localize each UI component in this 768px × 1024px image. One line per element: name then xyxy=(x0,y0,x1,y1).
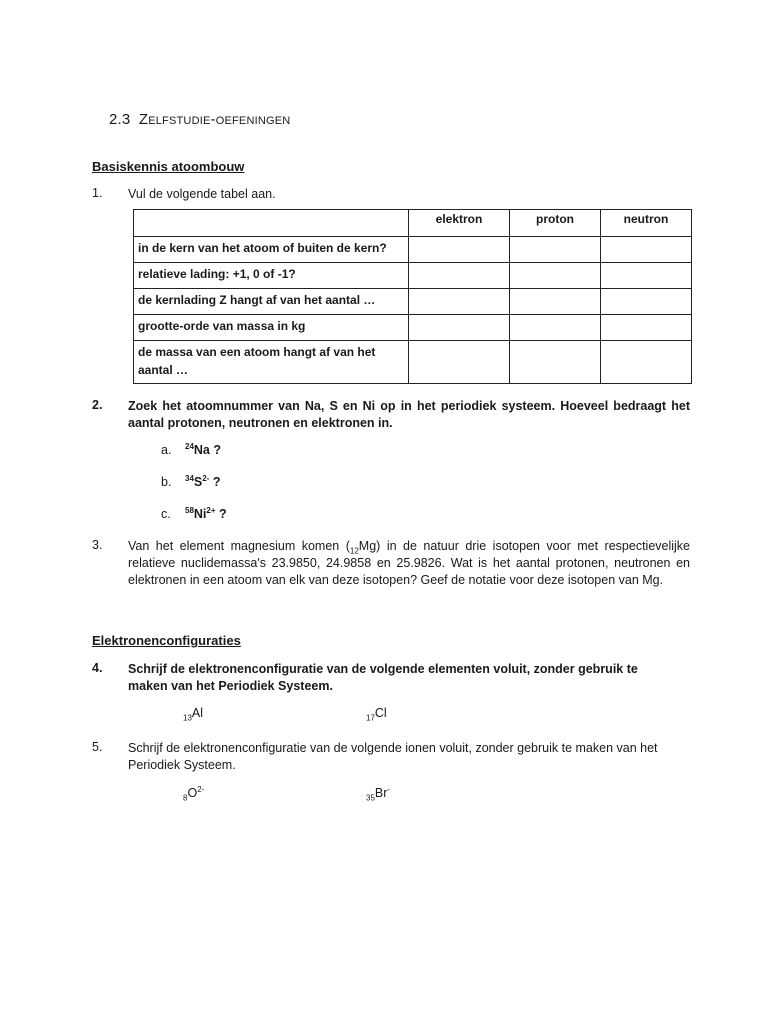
section-title: Zelfstudie-oefeningen xyxy=(138,111,291,128)
q4-number: 4. xyxy=(92,661,103,675)
mass-number: 24 xyxy=(185,441,194,451)
q5-text: Schrijf de elektronenconfiguratie van de volgende ionen voluit, zonder gebruik te maken van het Periodiek Systeem. xyxy=(128,741,658,772)
ion-charge: 2- xyxy=(202,473,210,483)
atomic-number: 17 xyxy=(366,713,375,723)
answer-cell[interactable] xyxy=(601,315,692,341)
question-mark: ? xyxy=(215,507,227,521)
q2-text: Zoek het atoomnummer van Na, S en Ni op in het periodiek systeem. Hoeveel bedraagt het aantal protonen, neutronen en elektronen in. xyxy=(128,399,690,430)
element-symbol: Mg xyxy=(358,539,377,553)
element-symbol: O xyxy=(187,786,198,800)
answer-cell[interactable] xyxy=(510,289,601,315)
atomic-number: 8 xyxy=(183,793,188,803)
atomic-number: 35 xyxy=(366,793,375,803)
q3-number: 3. xyxy=(92,538,103,552)
element-symbol: Ni xyxy=(193,507,207,521)
answer-cell[interactable] xyxy=(601,289,692,315)
answer-cell[interactable] xyxy=(601,237,692,263)
subheading-basiskennis: Basiskennis atoombouw xyxy=(92,159,245,174)
table-row-label: de massa van een atoom hangt af van het aantal … xyxy=(134,341,409,384)
table-row xyxy=(134,341,692,384)
answer-cell[interactable] xyxy=(409,263,510,289)
table-row xyxy=(134,263,692,289)
answer-cell[interactable] xyxy=(409,315,510,341)
item-letter: b. xyxy=(161,475,172,489)
item-letter: a. xyxy=(161,443,172,457)
answer-cell[interactable] xyxy=(601,263,692,289)
table-header: neutron xyxy=(601,210,692,237)
answer-cell[interactable] xyxy=(409,341,510,384)
q5-ion-br xyxy=(366,784,391,803)
q3-text xyxy=(128,538,690,589)
table-header: proton xyxy=(510,210,601,237)
table-row-label: in de kern van het atoom of buiten de kern? xyxy=(134,237,409,263)
q2-item-c xyxy=(161,507,227,521)
element-symbol: Na xyxy=(193,443,210,457)
section-heading xyxy=(109,111,290,128)
answer-cell[interactable] xyxy=(510,237,601,263)
table-row-label: de kernlading Z hangt af van het aantal … xyxy=(134,289,409,315)
table-header: elektron xyxy=(409,210,510,237)
mass-number: 34 xyxy=(185,473,194,483)
atomic-number: 13 xyxy=(183,713,192,723)
q3-text-part: ) in de natuur drie isotopen voor met respectievelijke relatieve nuclidemassa's 23.9850, 24.9858 en 25.9826. Wat is het aantal protonen, neutronen en elektronen in een atoom van elk van deze isotopen? Geef de notatie voor deze isotopen van Mg. xyxy=(128,539,691,587)
q2-item-b xyxy=(161,475,220,489)
answer-cell[interactable] xyxy=(510,315,601,341)
answer-cell[interactable] xyxy=(409,237,510,263)
table-corner-cell xyxy=(134,210,409,237)
q3-text-part: Van het element magnesium komen ( xyxy=(128,539,350,553)
q2-item-a xyxy=(161,443,221,457)
element-symbol: Br xyxy=(374,786,388,800)
table-row xyxy=(134,315,692,341)
answer-cell[interactable] xyxy=(409,289,510,315)
table-row-label: grootte-orde van massa in kg xyxy=(134,315,409,341)
element-symbol: Al xyxy=(191,706,204,720)
q4-element-al xyxy=(183,706,204,723)
table-header-row xyxy=(134,210,692,237)
element-symbol: Cl xyxy=(374,706,387,720)
question-mark: ? xyxy=(209,443,221,457)
question-mark: ? xyxy=(209,475,221,489)
ion-charge: 2+ xyxy=(206,505,216,515)
subheading-elektronenconfiguraties: Elektronenconfiguraties xyxy=(92,633,241,648)
table-row-label: relatieve lading: +1, 0 of -1? xyxy=(134,263,409,289)
section-number: 2.3 xyxy=(109,111,131,128)
answer-cell[interactable] xyxy=(510,263,601,289)
table-row xyxy=(134,237,692,263)
atomic-number: 12 xyxy=(349,546,359,556)
answer-cell[interactable] xyxy=(601,341,692,384)
q1-text: Vul de volgende tabel aan. xyxy=(128,187,276,201)
q2-number: 2. xyxy=(92,398,103,412)
fill-in-table xyxy=(133,209,692,384)
ion-charge: 2- xyxy=(197,784,205,794)
answer-cell[interactable] xyxy=(510,341,601,384)
ion-charge: - xyxy=(387,784,391,794)
table-row xyxy=(134,289,692,315)
q4-element-cl xyxy=(366,706,387,723)
element-symbol: S xyxy=(193,475,203,489)
q5-ion-o xyxy=(183,784,205,803)
q5-number: 5. xyxy=(92,740,103,754)
item-letter: c. xyxy=(161,507,171,521)
q4-text: Schrijf de elektronenconfiguratie van de volgende elementen voluit, zonder gebruik te maken van het Periodiek Systeem. xyxy=(128,662,638,693)
q1-number: 1. xyxy=(92,186,103,200)
mass-number: 58 xyxy=(185,505,194,515)
